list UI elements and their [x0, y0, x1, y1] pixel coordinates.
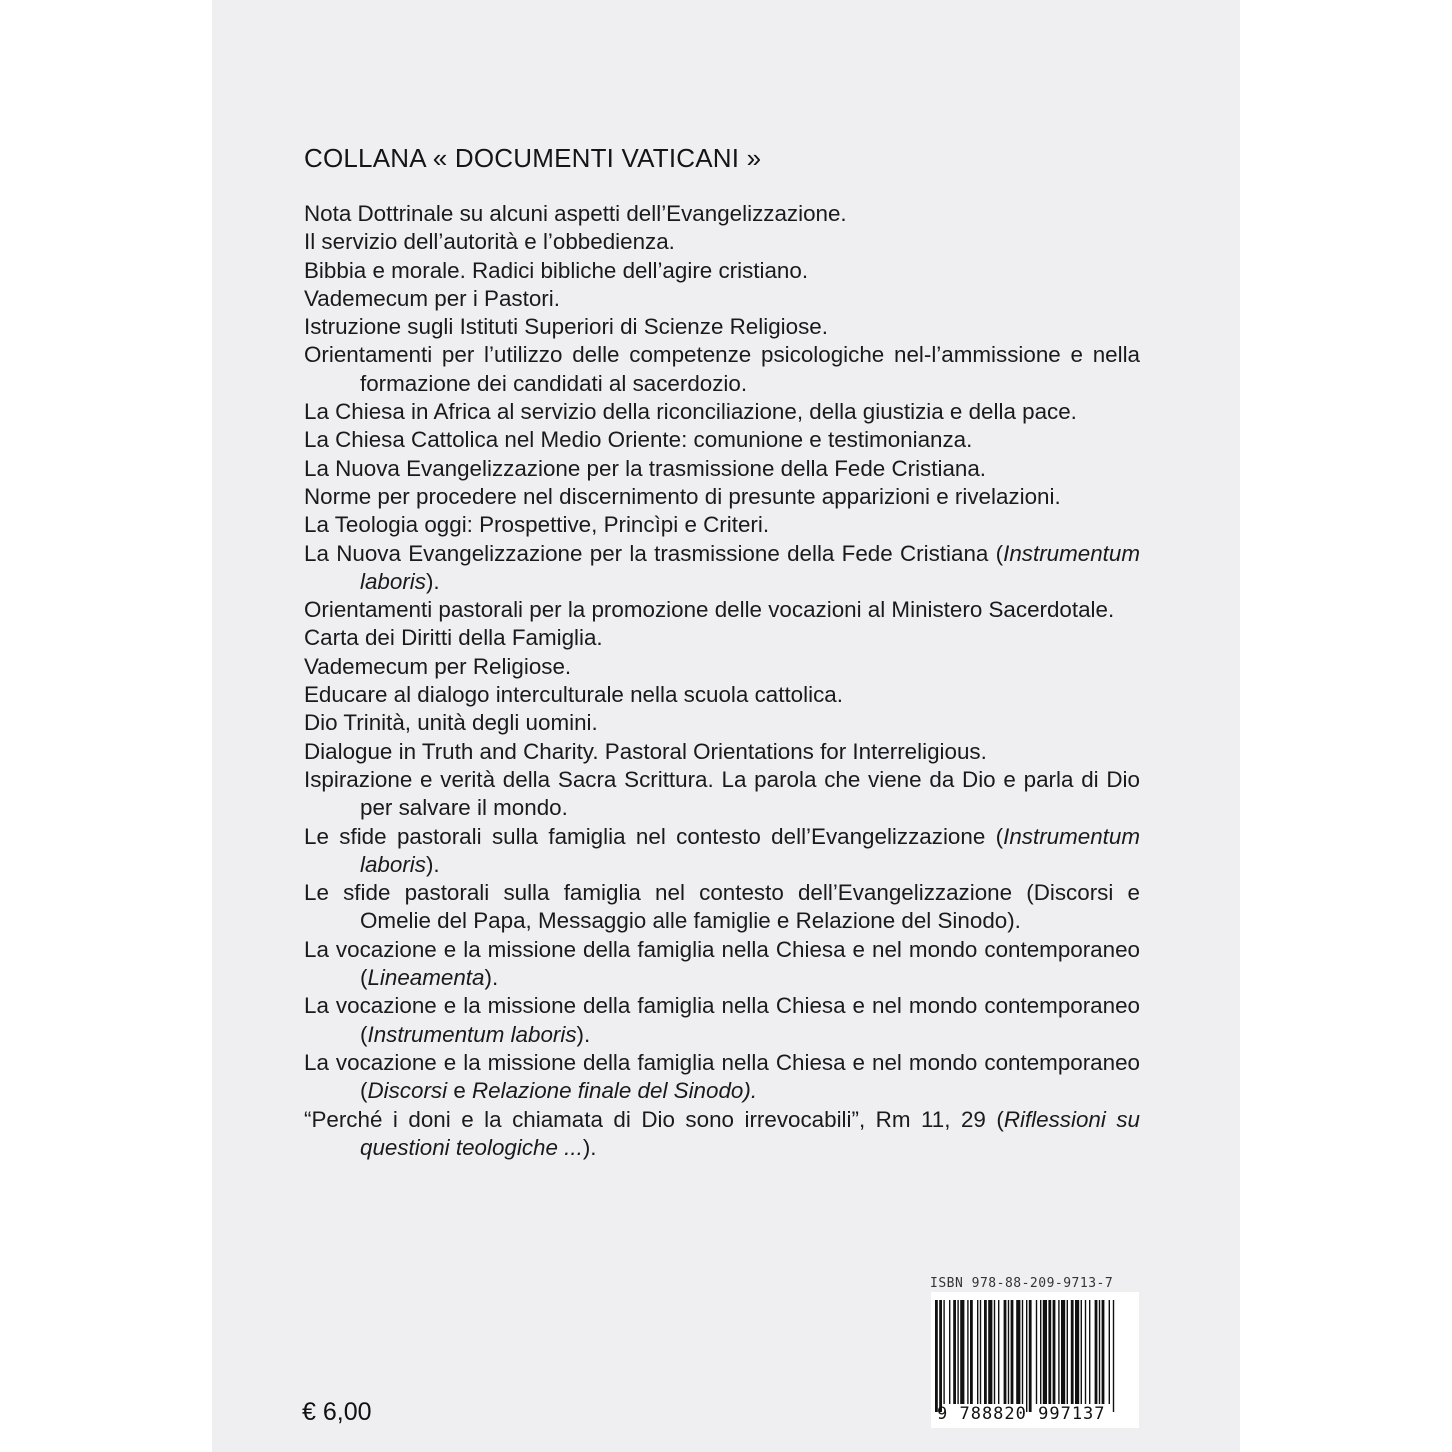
barcode-bar: [1048, 1300, 1051, 1404]
italic-text: Instrumentum laboris: [360, 540, 1140, 594]
list-item: [304, 823, 1140, 880]
barcode-bar: [1089, 1300, 1090, 1404]
barcode-bar: [1043, 1300, 1047, 1404]
text: ).: [425, 851, 440, 877]
list-item: [304, 483, 1140, 511]
barcode-bar: [1075, 1300, 1079, 1404]
series-title: COLLANA « DOCUMENTI VATICANI »: [304, 143, 762, 173]
text: Dio Trinità, unità degli uomini.: [304, 710, 598, 736]
barcode-bar: [1109, 1300, 1110, 1404]
list-item: [304, 879, 1140, 936]
barcode-bar: [1058, 1300, 1059, 1404]
italic-text: Lineamenta: [367, 965, 485, 991]
text: ).: [576, 1021, 591, 1047]
barcode-bar: [980, 1300, 981, 1404]
text: ).: [484, 965, 499, 991]
text: La Nuova Evangelizzazione per la trasmissione della Fede Cristiana.: [304, 455, 987, 481]
isbn-label: ISBN 978-88-209-9713-7: [930, 1276, 1114, 1291]
barcode-bar: [994, 1300, 995, 1404]
barcode-bar: [1099, 1300, 1100, 1404]
list-item: [304, 653, 1140, 681]
list-item: [304, 596, 1140, 624]
barcode-bar: [977, 1300, 978, 1404]
barcode-bar: [1008, 1300, 1009, 1404]
barcode-bar: [1004, 1300, 1007, 1404]
barcode-bar: [1081, 1300, 1082, 1404]
barcode-bar: [1061, 1300, 1065, 1404]
barcode-bar: [984, 1300, 987, 1404]
list-item: [304, 257, 1140, 285]
list-item: [304, 1049, 1140, 1106]
list-item: [304, 398, 1140, 426]
list-item: [304, 341, 1140, 398]
barcode-bar: [939, 1300, 942, 1412]
price-label: € 6,00: [302, 1398, 372, 1426]
barcode-bar: [943, 1300, 944, 1404]
list-item: [304, 624, 1140, 652]
text: Ispirazione e verità della Sacra Scrittura. La parola che viene da Dio e parla di Dio per salvare il mondo.: [304, 766, 1140, 821]
list-item: [304, 200, 1140, 228]
barcode-bar: [967, 1300, 968, 1404]
barcode-bar: [1102, 1300, 1105, 1404]
barcode-bar: [1067, 1300, 1068, 1404]
barcode-bar: [1053, 1300, 1056, 1404]
barcode-bar: [1022, 1300, 1023, 1404]
text: La Nuova Evangelizzazione per la trasmissione della Fede Cristiana (: [304, 540, 1004, 566]
text: Istruzione sugli Istituti Superiori di Scienze Religiose.: [304, 314, 828, 340]
list-item: [304, 313, 1140, 341]
text: Orientamenti per l’utilizzo delle competenze psicologiche nel-l’ammissione e nella formazione dei candidati al sacerdozio.: [304, 342, 1140, 396]
text: Bibbia e morale. Radici bibliche dell’agire cristiano.: [304, 257, 809, 283]
italic-text: Instrumentum laboris: [360, 823, 1140, 877]
list-item: [304, 540, 1140, 597]
text: ).: [582, 1134, 597, 1160]
text: La vocazione e la missione della famiglia nella Chiesa e nel mondo contemporaneo (: [304, 936, 1140, 991]
text: Vademecum per i Pastori.: [304, 285, 560, 311]
barcode-bar: [949, 1300, 950, 1404]
barcode-bar: [1026, 1300, 1027, 1412]
text: Norme per procedere nel discernimento di presunte apparizioni e rivelazioni.: [304, 483, 1061, 509]
text: “Perché i doni e la chiamata di Dio sono irrevocabili”, Rm 11, 29 (: [304, 1106, 1004, 1132]
barcode-bar: [988, 1300, 992, 1404]
barcode-bar: [935, 1300, 938, 1412]
list-item: [304, 738, 1140, 766]
text: Le sfide pastorali sulla famiglia nel contesto dell’Evangelizzazione (: [304, 823, 1004, 849]
barcode-bar: [1113, 1300, 1114, 1412]
text: ).: [425, 568, 440, 594]
list-item: [304, 936, 1140, 993]
italic-text: Relazione finale del Sinodo).: [472, 1078, 758, 1104]
text: La Chiesa in Africa al servizio della riconciliazione, della giustizia e della pace.: [304, 399, 1077, 425]
barcode-bar: [1036, 1300, 1037, 1404]
text: Carta dei Diritti della Famiglia.: [304, 625, 603, 651]
barcode-bar: [970, 1300, 973, 1404]
text: Dialogue in Truth and Charity. Pastoral Orientations for Interreligious.: [304, 738, 987, 764]
barcode-bar: [1095, 1300, 1098, 1404]
list-item: [304, 681, 1140, 709]
document-list: [304, 200, 1140, 1162]
barcode-bar: [1085, 1300, 1086, 1404]
barcode-bar: [1016, 1300, 1020, 1404]
text: Il servizio dell’autorità e l’obbedienza.: [304, 229, 675, 255]
barcode-bar: [1011, 1300, 1014, 1404]
list-item: [304, 766, 1140, 823]
text: La vocazione e la missione della famiglia nella Chiesa e nel mondo contemporaneo (: [304, 1049, 1140, 1104]
text: Educare al dialogo interculturale nella scuola cattolica.: [304, 682, 843, 708]
list-item: [304, 228, 1140, 256]
italic-text: Riflessioni su questioni teologiche ...: [360, 1106, 1140, 1160]
list-item: [304, 511, 1140, 539]
text: Le sfide pastorali sulla famiglia nel contesto dell’Evangelizzazione (Discorsi e Omelie del Papa, Messaggio alle famiglie e Relazione del Sinodo).: [304, 880, 1140, 934]
italic-text: Discorsi: [367, 1078, 448, 1104]
barcode-bar: [1029, 1300, 1032, 1412]
barcode-bar: [953, 1300, 956, 1404]
barcode-bar: [1040, 1300, 1041, 1404]
list-item: [304, 992, 1140, 1049]
list-item: [304, 1106, 1140, 1163]
text: Vademecum per Religiose.: [304, 653, 572, 679]
text: e: [447, 1078, 472, 1104]
list-item: [304, 426, 1140, 454]
barcode-bar: [1071, 1300, 1074, 1404]
list-item: [304, 709, 1140, 737]
barcode-digits: 9 788820 997137: [937, 1404, 1106, 1424]
text: La Teologia oggi: Prospettive, Princìpi e Criteri.: [304, 512, 770, 538]
barcode-bar: [960, 1300, 964, 1404]
text: La vocazione e la missione della famiglia nella Chiesa e nel mondo contemporaneo (: [304, 993, 1140, 1047]
list-item: [304, 455, 1140, 483]
italic-text: Instrumentum laboris: [367, 1021, 577, 1047]
barcode-bar: [998, 1300, 999, 1404]
list-item: [304, 285, 1140, 313]
text: Orientamenti pastorali per la promozione delle vocazioni al Ministero Sacerdotale.: [304, 597, 1115, 623]
text: Nota Dottrinale su alcuni aspetti dell’Evangelizzazione.: [304, 201, 847, 226]
barcode-bar: [957, 1300, 958, 1404]
text: La Chiesa Cattolica nel Medio Oriente: comunione e testimonianza.: [304, 427, 973, 453]
